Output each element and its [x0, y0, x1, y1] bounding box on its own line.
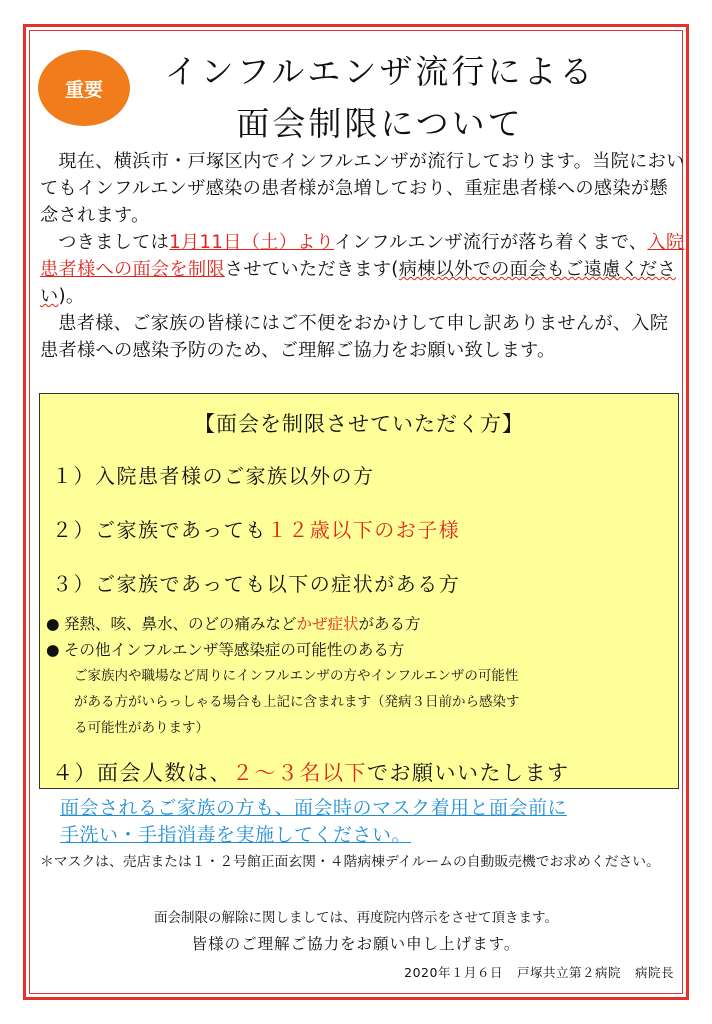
- cta-line-2: 手洗い・手指消毒を実施してください。: [60, 824, 412, 846]
- bullet-1-prefix: 発熱、咳、鼻水、のどの痛みなど: [64, 615, 297, 633]
- cta-line-1: 面会されるご家族の方も、面会時のマスク着用と面会前に: [60, 797, 568, 819]
- bullet-other-infection: [46, 638, 404, 660]
- bullet-cold-symptoms: [46, 612, 421, 634]
- condition-4-suffix: でお願いいたします: [367, 761, 570, 785]
- cold-symptoms: かぜ症状: [296, 615, 359, 633]
- start-date: 1月11日（土）より: [169, 232, 335, 253]
- bullet-icon: ●: [46, 615, 60, 633]
- condition-4: [52, 757, 570, 787]
- condition-1: １）入院患者様のご家族以外の方: [52, 464, 375, 488]
- note-line-1: ご家族内や職場など周りにインフルエンザの方やインフルエンザの可能性: [74, 668, 519, 684]
- thanks-message: 皆様のご理解ご協力をお願い申し上げます。: [191, 935, 521, 953]
- condition-2: [52, 514, 460, 543]
- release-note: 面会制限の解除に関しましては、再度院内啓示をさせて頂きます。: [154, 910, 558, 926]
- bullet-1-suffix: がある方: [358, 615, 421, 633]
- p2-end: )。: [58, 286, 85, 307]
- note-line-3: る可能性があります）: [74, 720, 209, 736]
- condition-2-prefix: ２）ご家族であっても: [52, 518, 267, 542]
- important-badge-label: 重要: [64, 78, 103, 101]
- outside-ward-note: 病棟以外での面会もご遠慮ください: [40, 259, 677, 307]
- children-age-limit: １２歳以下のお子様: [266, 518, 461, 542]
- p2-middle: インフルエンザ流行が落ち着くまで、: [334, 232, 648, 253]
- note-line-2: がある方がいらっしゃる場合も上記に含まれます（発病３日前から感染す: [74, 694, 520, 710]
- visitor-count-limit: ２～３名以下: [232, 761, 367, 785]
- title-line-2: 面会制限について: [236, 104, 524, 143]
- restriction-box: [39, 393, 679, 789]
- signature: [404, 963, 674, 981]
- signature-hospital: 戸塚共立第２病院: [516, 965, 621, 980]
- restriction-box-title: 【面会を制限させていただく方】: [194, 412, 524, 436]
- mask-purchase-note: ＊マスクは、売店または１・２号館正面玄関・４階病棟デイルームの自動販売機でお求めください。: [40, 854, 660, 870]
- infection-note: [74, 663, 674, 741]
- restriction-text: 入院患者様への面会を制限: [40, 232, 685, 280]
- condition-4-prefix: ４）面会人数は、: [52, 761, 232, 785]
- condition-3: ３）ご家族であっても以下の症状がある方: [52, 572, 461, 596]
- mask-handwash-request: [60, 795, 680, 849]
- intro-text: [40, 148, 685, 364]
- title-line-1: インフルエンザ流行による: [164, 52, 596, 91]
- bullet-2-text: その他インフルエンザ等感染症の可能性のある方: [64, 641, 405, 659]
- signature-role: 病院長: [634, 965, 674, 980]
- p2-prefix: つきましては: [58, 232, 170, 253]
- intro-paragraph-3: 患者様、ご家族の皆様にはご不便をおかけして申し訳ありませんが、入院患者様への感染予防のため、ご理解ご協力をお願い致します。: [40, 313, 669, 361]
- important-badge: [38, 50, 130, 126]
- p2-suffix: させていただきます(: [224, 259, 399, 280]
- signature-date: 2020年１月６日: [404, 965, 503, 980]
- intro-paragraph-2: [40, 229, 685, 310]
- intro-paragraph-1: 現在、横浜市・戸塚区内でインフルエンザが流行しております。当院においてもインフルエンザ感染の患者様が急増しており、重症患者様への感染が懸念されます。: [40, 151, 685, 226]
- bullet-icon: ●: [46, 641, 60, 659]
